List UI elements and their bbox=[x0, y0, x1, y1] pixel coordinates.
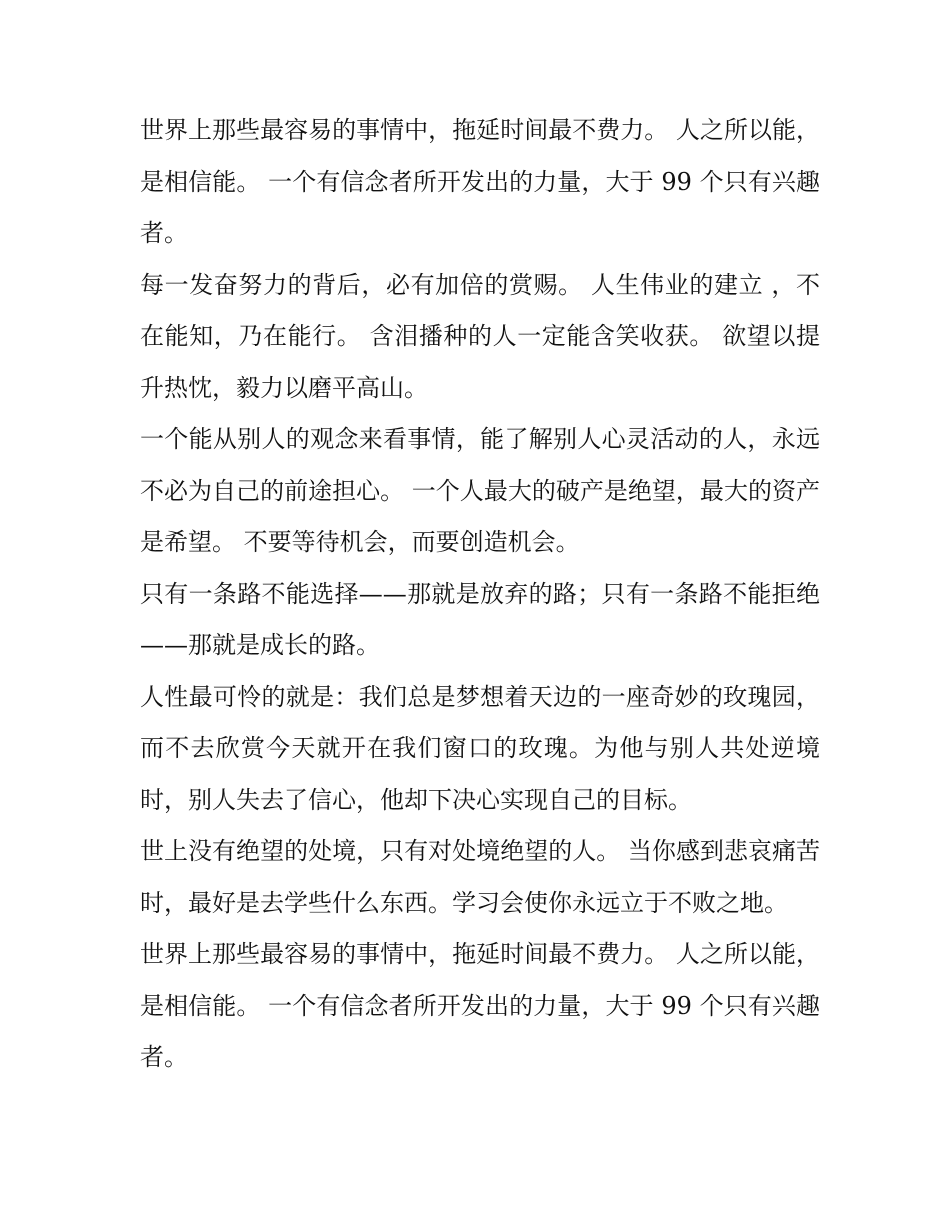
paragraph-2: 每一发奋努力的背后，必有加倍的赏赐。 人生伟业的建立 ，不在能知，乃在能行。 含泪播种的人一定能含笑收获。 欲望以提升热忱，毅力以磨平高山。 bbox=[140, 270, 820, 402]
paragraph-3: 一个能从别人的观念来看事情，能了解别人心灵活动的人，永远不必为自己的前途担心。 一个人最大的破产是绝望，最大的资产是希望。 不要等待机会，而要创造机会。 bbox=[140, 425, 820, 556]
paragraph-7: 世界上那些最容易的事情中，拖延时间最不费力。 人之所以能，是相信能。 一个有信念者所开发出的力量，大于 99 个只有兴趣者。 bbox=[140, 940, 820, 1071]
paragraph-4: 只有一条路不能选择——那就是放弃的路；只有一条路不能拒绝——那就是成长的路。 bbox=[140, 579, 820, 659]
paragraph-5: 人性最可怜的就是：我们总是梦想着天边的一座奇妙的玫瑰园，而不去欣赏今天就开在我们窗口的玫瑰。为他与别人共处逆境时，别人失去了信心，他却下决心实现自己的目标。 bbox=[140, 682, 820, 814]
paragraph-1: 世界上那些最容易的事情中，拖延时间最不费力。 人之所以能，是相信能。 一个有信念者所开发出的力量，大于 99 个只有兴趣者。 bbox=[140, 116, 820, 247]
document-body bbox=[140, 105, 820, 1084]
paragraph-6: 世上没有绝望的处境，只有对处境绝望的人。 当你感到悲哀痛苦时，最好是去学些什么东西。学习会使你永远立于不败之地。 bbox=[140, 837, 820, 917]
